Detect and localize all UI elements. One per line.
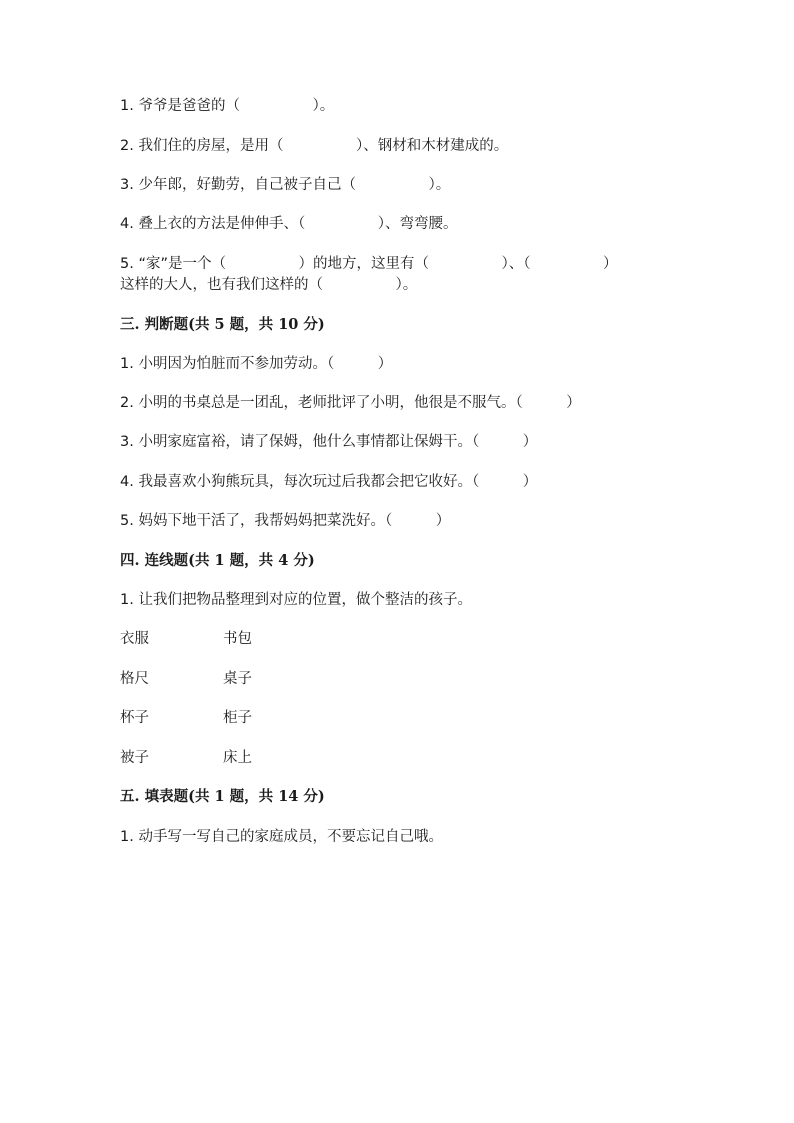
fill-question-5-line-1: 5. “家”是一个（ ）的地方，这里有（ ）、（ ） <box>120 256 618 272</box>
match-left-item: 被子 <box>120 750 149 766</box>
fill-question-2: 2. 我们住的房屋，是用（ ）、钢材和木材建成的。 <box>120 138 509 154</box>
judge-question-4: 4. 我最喜欢小狗熊玩具，每次玩过后我都会把它收好。（ ） <box>120 474 538 490</box>
section-heading-match: 四. 连线题(共 1 题，共 4 分) <box>120 552 315 569</box>
fill-question-1: 1. 爷爷是爸爸的（ ）。 <box>120 98 335 114</box>
judge-question-2: 2. 小明的书桌总是一团乱，老师批评了小明，他很是不服气。（ ） <box>120 395 581 411</box>
fill-question-4: 4. 叠上衣的方法是伸伸手、（ ）、弯弯腰。 <box>120 216 458 232</box>
judge-question-3: 3. 小明家庭富裕，请了保姆，他什么事情都让保姆干。（ ） <box>120 434 538 450</box>
match-right-item: 书包 <box>223 631 252 647</box>
match-left-item: 杯子 <box>120 710 149 726</box>
fill-question-5-line-2: 这样的大人，也有我们这样的（ ）。 <box>120 277 418 293</box>
section-heading-table: 五. 填表题(共 1 题，共 14 分) <box>120 788 325 805</box>
match-right-item: 桌子 <box>223 671 252 687</box>
match-question-1: 1. 让我们把物品整理到对应的位置，做个整洁的孩子。 <box>120 592 472 608</box>
judge-question-5: 5. 妈妈下地干活了，我帮妈妈把菜洗好。（ ） <box>120 513 451 529</box>
match-right-item: 柜子 <box>223 710 252 726</box>
match-left-item: 衣服 <box>120 631 149 647</box>
fill-question-3: 3. 少年郎，好勤劳，自己被子自己（ ）。 <box>120 177 451 193</box>
section-heading-judge: 三. 判断题(共 5 题，共 10 分) <box>120 316 325 333</box>
match-right-item: 床上 <box>223 750 252 766</box>
table-question-1: 1. 动手写一写自己的家庭成员，不要忘记自己哦。 <box>120 829 443 845</box>
match-left-item: 格尺 <box>120 671 149 687</box>
judge-question-1: 1. 小明因为怕脏而不参加劳动。（ ） <box>120 356 393 372</box>
